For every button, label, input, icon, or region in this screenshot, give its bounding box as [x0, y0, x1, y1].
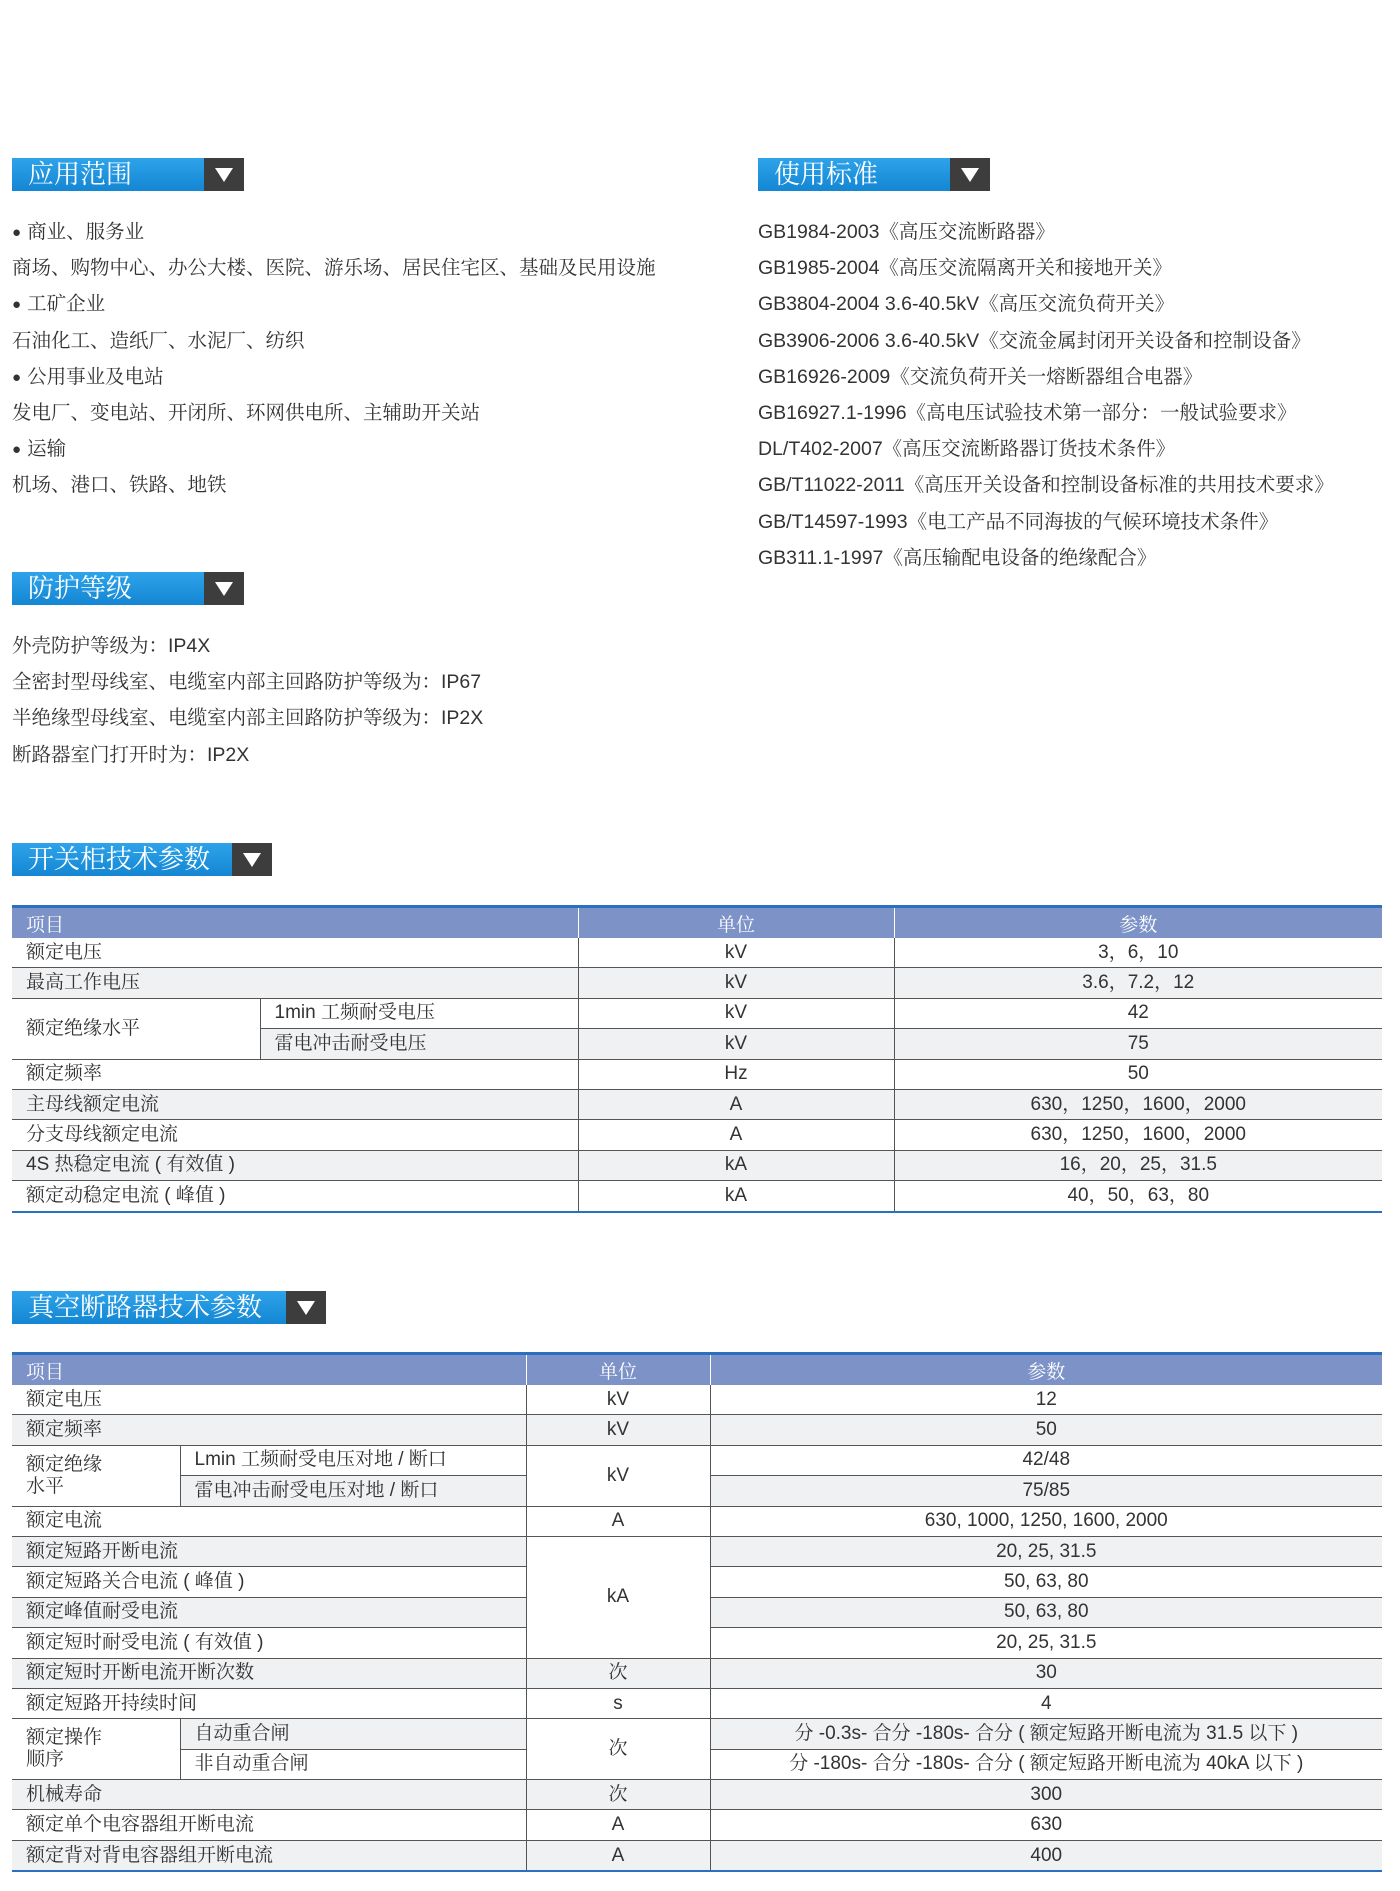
table-cell: 300 [710, 1780, 1382, 1810]
table-cell: 额定峰值耐受电流 [12, 1597, 526, 1627]
list-item: GB3906-2006 3.6-40.5kV《交流金属封闭开关设备和控制设备》 [758, 329, 1311, 352]
table-cell: 42/48 [710, 1445, 1382, 1475]
table-cell: 额定短时开断电流开断次数 [12, 1658, 526, 1688]
column-header: 单位 [578, 907, 894, 939]
list-item: 外壳防护等级为：IP4X [12, 635, 211, 657]
table-cell: 主母线额定电流 [12, 1089, 578, 1119]
table-cell: 额定电压 [12, 938, 578, 968]
table-cell: 630，1250，1600，2000 [894, 1089, 1382, 1119]
list-item: GB311.1-1997《高压输配电设备的绝缘配合》 [758, 546, 1157, 569]
list-item: 全密封型母线室、电缆室内部主回路防护等级为：IP67 [12, 671, 482, 694]
table-row [12, 938, 1382, 968]
table-cell: 额定单个电容器组开断电流 [12, 1810, 526, 1840]
table-cell: kA [526, 1536, 710, 1658]
table-cell: 20, 25, 31.5 [710, 1536, 1382, 1566]
list-item: GB1985-2004《高压交流隔离开关和接地开关》 [758, 257, 1172, 280]
table-row [12, 1150, 1382, 1180]
section-title: 应用范围 [12, 158, 204, 191]
table-cell: 50, 63, 80 [710, 1597, 1382, 1627]
table-row [12, 1780, 1382, 1810]
section-title: 真空断路器技术参数 [12, 1291, 286, 1324]
section-title: 防护等级 [12, 572, 204, 605]
table-cell: 400 [710, 1840, 1382, 1871]
table-cell: 16，20，25，31.5 [894, 1150, 1382, 1180]
table-cell: kA [578, 1181, 894, 1212]
table-cell: A [526, 1810, 710, 1840]
table-cell: kV [526, 1385, 710, 1415]
triangle-down-icon [204, 158, 244, 191]
table-row [12, 1810, 1382, 1840]
table-cell: 额定电流 [12, 1506, 526, 1536]
table-cell: 30 [710, 1658, 1382, 1688]
table-cell: 分支母线额定电流 [12, 1120, 578, 1150]
table-cell: 50, 63, 80 [710, 1567, 1382, 1597]
table-cell: 额定背对背电容器组开断电流 [12, 1840, 526, 1871]
list-item: 商场、购物中心、办公大楼、医院、游乐场、居民住宅区、基础及民用设施 [12, 257, 656, 280]
section-header-protection [12, 572, 244, 605]
list-item: 半绝缘型母线室、电缆室内部主回路防护等级为：IP2X [12, 707, 484, 730]
table-cell: A [578, 1120, 894, 1150]
table-cell: 非自动重合闸 [180, 1749, 526, 1779]
list-item: 发电厂、变电站、开闭所、环网供电所、主辅助开关站 [12, 401, 481, 424]
table-cell: kV [526, 1415, 710, 1445]
application-list [12, 214, 656, 504]
column-header: 单位 [526, 1354, 710, 1386]
section-header-breaker [12, 1291, 326, 1324]
table-cell: 额定绝缘水平 [12, 998, 260, 1059]
triangle-down-icon [286, 1291, 326, 1324]
table-cell: 次 [526, 1719, 710, 1780]
table-cell: 630，1250，1600，2000 [894, 1120, 1382, 1150]
table-row [12, 1445, 1382, 1475]
table-cell: 雷电冲击耐受电压 [260, 1029, 578, 1059]
table-cell: kV [578, 968, 894, 998]
table-cell: 分 -0.3s- 合分 -180s- 合分 ( 额定短路开断电流为 31.5 以下 ) [710, 1719, 1382, 1749]
table-cell: kV [526, 1445, 710, 1506]
table-cell: 50 [710, 1415, 1382, 1445]
table-cell: 1min 工频耐受电压 [260, 998, 578, 1028]
table-row [12, 1059, 1382, 1089]
table-cell: 40，50，63，80 [894, 1181, 1382, 1212]
table-row [12, 1506, 1382, 1536]
section-header-standards [758, 158, 990, 191]
list-item: GB16927.1-1996《高电压试验技术第一部分：一般试验要求》 [758, 401, 1297, 424]
column-header: 项目 [12, 907, 578, 939]
table-cell: 额定频率 [12, 1059, 578, 1089]
breaker-spec-table [12, 1352, 1382, 1872]
table-cell: 20, 25, 31.5 [710, 1628, 1382, 1658]
table-row [12, 998, 1382, 1028]
table-cell: s [526, 1688, 710, 1718]
table-cell: 次 [526, 1658, 710, 1688]
column-header: 项目 [12, 1354, 526, 1386]
list-item: GB16926-2009《交流负荷开关一熔断器组合电器》 [758, 365, 1203, 388]
table-cell: 额定短时耐受电流 ( 有效值 ) [12, 1628, 526, 1658]
table-cell: 机械寿命 [12, 1780, 526, 1810]
table-row [12, 1658, 1382, 1688]
table-cell: Hz [578, 1059, 894, 1089]
table-cell: 雷电冲击耐受电压对地 / 断口 [180, 1476, 526, 1506]
section-header-application [12, 158, 244, 191]
table-row [12, 1536, 1382, 1566]
table-cell: 75 [894, 1029, 1382, 1059]
list-item: GB/T11022-2011《高压开关设备和控制设备标准的共用技术要求》 [758, 474, 1334, 497]
table-cell: 12 [710, 1385, 1382, 1415]
triangle-down-icon [204, 572, 244, 605]
table-cell: 75/85 [710, 1476, 1382, 1506]
table-cell: 额定绝缘 水平 [12, 1445, 180, 1506]
table-row [12, 1719, 1382, 1749]
column-header: 参数 [894, 907, 1382, 939]
table-cell: A [526, 1840, 710, 1871]
list-item: 机场、港口、铁路、地铁 [12, 474, 227, 497]
list-item: 石油化工、造纸厂、水泥厂、纺织 [12, 329, 305, 352]
table-row [12, 968, 1382, 998]
table-cell: 分 -180s- 合分 -180s- 合分 ( 额定短路开断电流为 40kA 以下 ) [710, 1749, 1382, 1779]
list-item: GB3804-2004 3.6-40.5kV《高压交流负荷开关》 [758, 293, 1175, 316]
list-item: GB/T14597-1993《电工产品不同海拔的气候环境技术条件》 [758, 510, 1279, 533]
table-cell: A [526, 1506, 710, 1536]
table-cell: 3.6，7.2，12 [894, 968, 1382, 998]
table-cell: 额定短路关合电流 ( 峰值 ) [12, 1567, 526, 1597]
table-cell: 额定动稳定电流 ( 峰值 ) [12, 1181, 578, 1212]
list-item: ● 商业、服务业 [12, 214, 656, 250]
table-cell: 42 [894, 998, 1382, 1028]
table-header-row [12, 907, 1382, 939]
triangle-down-icon [232, 843, 272, 876]
table-cell: 自动重合闸 [180, 1719, 526, 1749]
list-item: ● 公用事业及电站 [12, 359, 656, 395]
switchgear-spec-table [12, 905, 1382, 1213]
table-cell: kV [578, 1029, 894, 1059]
table-row [12, 1688, 1382, 1718]
list-item: DL/T402-2007《高压交流断路器订货技术条件》 [758, 438, 1176, 461]
table-cell: A [578, 1089, 894, 1119]
table-cell: 额定电压 [12, 1385, 526, 1415]
table-row [12, 1120, 1382, 1150]
table-cell: 4S 热稳定电流 ( 有效值 ) [12, 1150, 578, 1180]
table-cell: 3，6，10 [894, 938, 1382, 968]
table-row [12, 1089, 1382, 1119]
standards-list [758, 214, 1334, 576]
table-cell: kV [578, 998, 894, 1028]
table-row [12, 1840, 1382, 1871]
list-item: 断路器室门打开时为：IP2X [12, 743, 250, 766]
table-cell: 额定短路开断电流 [12, 1536, 526, 1566]
list-item: ● 工矿企业 [12, 286, 656, 322]
table-row [12, 1181, 1382, 1212]
section-title: 使用标准 [758, 158, 950, 191]
triangle-down-icon [950, 158, 990, 191]
table-cell: 50 [894, 1059, 1382, 1089]
protection-list [12, 628, 483, 773]
table-cell: 次 [526, 1780, 710, 1810]
table-header-row [12, 1354, 1382, 1386]
table-cell: kA [578, 1150, 894, 1180]
column-header: 参数 [710, 1354, 1382, 1386]
table-cell: 630 [710, 1810, 1382, 1840]
table-cell: 额定操作 顺序 [12, 1719, 180, 1780]
table-row [12, 1415, 1382, 1445]
table-cell: kV [578, 938, 894, 968]
section-header-switchgear [12, 843, 272, 876]
table-cell: 630, 1000, 1250, 1600, 2000 [710, 1506, 1382, 1536]
table-cell: 额定频率 [12, 1415, 526, 1445]
table-cell: 4 [710, 1688, 1382, 1718]
table-cell: 最高工作电压 [12, 968, 578, 998]
list-item: ● 运输 [12, 431, 656, 467]
list-item: GB1984-2003《高压交流断路器》 [758, 221, 1055, 243]
table-cell: Lmin 工频耐受电压对地 / 断口 [180, 1445, 526, 1475]
table-row [12, 1385, 1382, 1415]
section-title: 开关柜技术参数 [12, 843, 232, 876]
table-cell: 额定短路开持续时间 [12, 1688, 526, 1718]
